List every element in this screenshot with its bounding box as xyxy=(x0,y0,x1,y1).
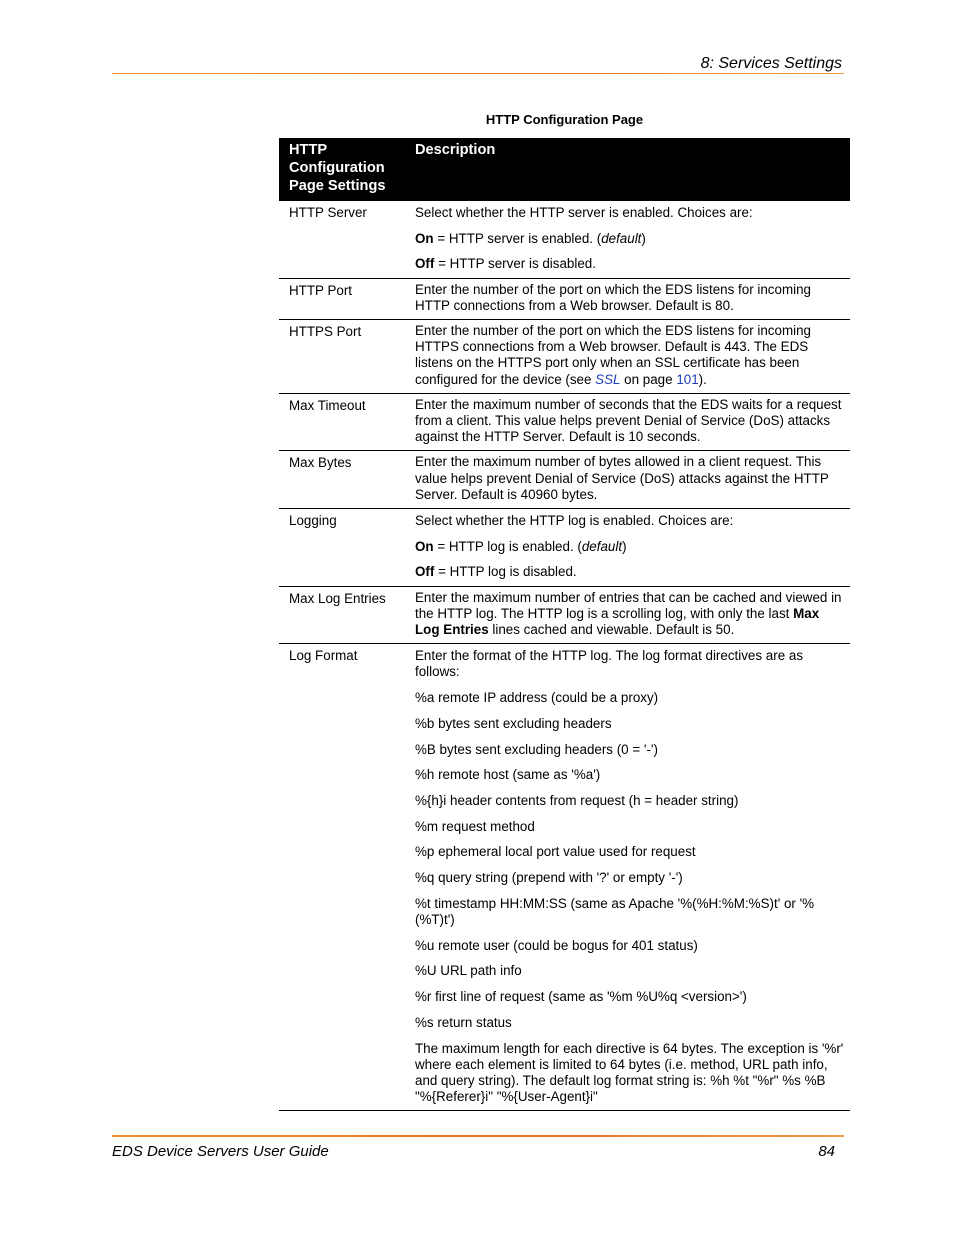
directive-item: %r first line of request (same as '%m %U%q <version>') xyxy=(415,989,747,1005)
column-header-settings: HTTP Configuration Page Settings xyxy=(279,138,405,201)
choice-text: ) xyxy=(641,230,646,246)
description-text: lines cached and viewable. Default is 50. xyxy=(488,622,735,638)
table-row xyxy=(279,201,850,278)
setting-name: Max Log Entries xyxy=(279,586,405,644)
table-row xyxy=(279,586,850,644)
directive-item: %U URL path info xyxy=(415,963,522,979)
directive-item: %{h}i header contents from request (h = header string) xyxy=(415,792,739,808)
setting-description xyxy=(405,644,850,1111)
ssl-link[interactable]: SSL xyxy=(595,371,621,387)
running-header: 8: Services Settings xyxy=(700,55,842,72)
setting-description: Enter the maximum number of bytes allowed in a client request. This value helps prevent Denial of Service (DoS) attacks against the HTTP Server. Default is 40960 bytes. xyxy=(405,451,850,509)
table-row xyxy=(279,278,850,319)
table-caption: HTTP Configuration Page xyxy=(485,112,644,127)
setting-name: Log Format xyxy=(279,644,405,1111)
directive-item: %b bytes sent excluding headers xyxy=(415,715,612,731)
setting-name: Logging xyxy=(279,509,405,587)
directive-item: %p ephemeral local port value used for request xyxy=(415,844,696,860)
default-marker: default xyxy=(581,538,623,554)
directive-item: %u remote user (could be bogus for 401 status) xyxy=(415,937,698,953)
page-link[interactable]: 101 xyxy=(676,371,699,387)
setting-description xyxy=(405,509,850,587)
description-text: Enter the number of the port on which the EDS listens for incoming HTTPS connections from a Web browser. Default is 443. The EDS listens on the HTTPS port only when an SSL certificate has been configured for the device (see xyxy=(415,323,811,387)
description-text: ). xyxy=(698,371,707,387)
choice-off xyxy=(415,256,844,272)
column-header-description: Description xyxy=(405,138,850,201)
directive-item: %B bytes sent excluding headers (0 = '-') xyxy=(415,741,658,757)
choice-label: Off xyxy=(415,564,435,580)
http-configuration-table xyxy=(279,138,850,1111)
default-marker: default xyxy=(601,230,642,246)
choice-text: = HTTP log is disabled. xyxy=(434,564,577,580)
description-text: Select whether the HTTP log is enabled. Choices are: xyxy=(415,513,734,529)
directive-item: %q query string (prepend with '?' or empty '-') xyxy=(415,870,683,886)
table-row xyxy=(279,393,850,451)
choice-text: ) xyxy=(622,538,627,554)
choice-label: On xyxy=(415,230,434,246)
setting-description: Enter the maximum number of seconds that the EDS waits for a request from a client. This value helps prevent Denial of Service (DoS) attacks against the HTTP Server. Default is 10 seconds. xyxy=(405,393,850,451)
description-text: Enter the format of the HTTP log. The log format directives are as follows: xyxy=(415,648,804,680)
description-text: The maximum length for each directive is 64 bytes. The exception is '%r' where each element is limited to 64 bytes (i.e. method, URL path info, and query string). The default log format string is: %h %t "%r" %s %B "%{Referer}i" "%{User-Agent}i" xyxy=(415,1040,844,1105)
setting-name: HTTPS Port xyxy=(279,320,405,394)
footer-rule xyxy=(112,1135,844,1137)
setting-name: HTTP Server xyxy=(279,201,405,278)
directive-item: %s return status xyxy=(415,1014,512,1030)
directive-item: %h remote host (same as '%a') xyxy=(415,767,601,783)
choice-text: = HTTP server is disabled. xyxy=(434,256,596,272)
setting-name: Max Timeout xyxy=(279,393,405,451)
header-rule xyxy=(112,73,844,74)
setting-description xyxy=(405,320,850,394)
choice-on xyxy=(415,539,844,555)
table-row xyxy=(279,451,850,509)
setting-description: Enter the number of the port on which the EDS listens for incoming HTTP connections from a Web browser. Default is 80. xyxy=(405,278,850,319)
choice-label: Off xyxy=(415,256,435,272)
setting-description xyxy=(405,586,850,644)
setting-name: Max Bytes xyxy=(279,451,405,509)
table-row xyxy=(279,644,850,1111)
page-number: 84 xyxy=(818,1143,835,1160)
description-text: on page xyxy=(620,371,677,387)
description-bold: Max Log Entries xyxy=(415,605,820,638)
setting-name: HTTP Port xyxy=(279,278,405,319)
directive-item: %m request method xyxy=(415,818,535,834)
choice-on xyxy=(415,231,844,247)
setting-description xyxy=(405,201,850,278)
table-row xyxy=(279,320,850,394)
directive-item: %t timestamp HH:MM:SS (same as Apache '%(%H:%M:%S)t' or '%(%T)t') xyxy=(415,895,815,927)
choice-text: = HTTP server is enabled. ( xyxy=(433,230,602,246)
table-header-row xyxy=(279,138,850,201)
choice-label: On xyxy=(415,538,434,554)
description-text: Select whether the HTTP server is enabled. Choices are: xyxy=(415,205,753,220)
footer-title: EDS Device Servers User Guide xyxy=(112,1143,329,1160)
choice-text: = HTTP log is enabled. ( xyxy=(433,538,582,554)
choice-off xyxy=(415,564,844,580)
description-text: Enter the maximum number of entries that can be cached and viewed in the HTTP log. The HTTP log is a scrolling log, with only the last xyxy=(415,589,842,621)
directive-item: %a remote IP address (could be a proxy) xyxy=(415,690,659,706)
table-row xyxy=(279,509,850,587)
